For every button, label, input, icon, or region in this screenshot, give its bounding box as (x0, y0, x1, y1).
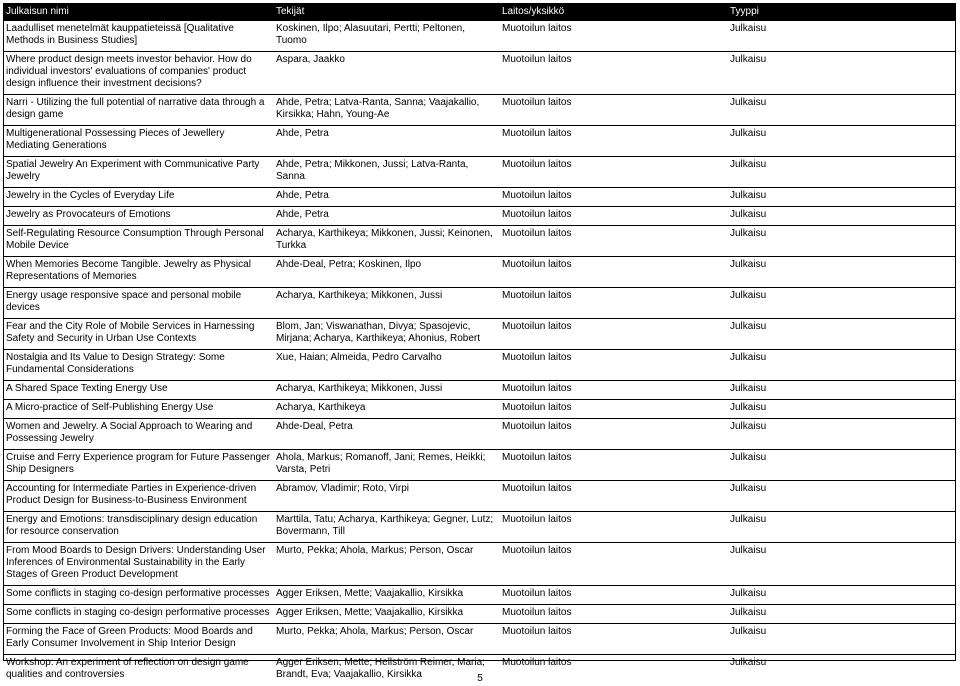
cell-department: Muotoilun laitos (499, 512, 727, 543)
cell-authors: Marttila, Tatu; Acharya, Karthikeya; Gegner, Lutz; Bovermann, Till (273, 512, 499, 543)
publication-table-frame (3, 3, 956, 680)
table-row (3, 157, 956, 188)
table-row (3, 586, 956, 605)
cell-title: Cruise and Ferry Experience program for Future Passenger Ship Designers (3, 450, 273, 481)
cell-authors: Acharya, Karthikeya; Mikkonen, Jussi; Keinonen, Turkka (273, 226, 499, 257)
cell-department: Muotoilun laitos (499, 450, 727, 481)
cell-type: Julkaisu (727, 157, 956, 188)
cell-type: Julkaisu (727, 512, 956, 543)
table-row (3, 381, 956, 400)
column-header-type: Tyyppi (727, 3, 956, 21)
cell-department: Muotoilun laitos (499, 481, 727, 512)
cell-authors: Murto, Pekka; Ahola, Markus; Person, Oscar (273, 624, 499, 655)
cell-type: Julkaisu (727, 350, 956, 381)
header-row (3, 3, 956, 21)
cell-department: Muotoilun laitos (499, 350, 727, 381)
cell-authors: Agger Eriksen, Mette; Hellström Reimer, Maria; Brandt, Eva; Vaajakallio, Kirsikka (273, 655, 499, 686)
cell-type: Julkaisu (727, 419, 956, 450)
table-row (3, 188, 956, 207)
cell-title: Narri - Utilizing the full potential of narrative data through a design game (3, 95, 273, 126)
cell-title: Accounting for Intermediate Parties in Experience-driven Product Design for Business-to-Business Environment (3, 481, 273, 512)
cell-title: Jewelry as Provocateurs of Emotions (3, 207, 273, 226)
cell-authors: Ahde, Petra; Mikkonen, Jussi; Latva-Ranta, Sanna (273, 157, 499, 188)
cell-type: Julkaisu (727, 450, 956, 481)
cell-authors: Xue, Haian; Almeida, Pedro Carvalho (273, 350, 499, 381)
cell-type: Julkaisu (727, 21, 956, 52)
cell-type: Julkaisu (727, 288, 956, 319)
cell-department: Muotoilun laitos (499, 543, 727, 586)
cell-department: Muotoilun laitos (499, 605, 727, 624)
cell-authors: Aspara, Jaakko (273, 52, 499, 95)
cell-department: Muotoilun laitos (499, 319, 727, 350)
cell-department: Muotoilun laitos (499, 21, 727, 52)
table-row (3, 207, 956, 226)
cell-department: Muotoilun laitos (499, 157, 727, 188)
cell-authors: Agger Eriksen, Mette; Vaajakallio, Kirsikka (273, 605, 499, 624)
cell-authors: Acharya, Karthikeya; Mikkonen, Jussi (273, 381, 499, 400)
cell-department: Muotoilun laitos (499, 207, 727, 226)
table-row (3, 95, 956, 126)
cell-authors: Acharya, Karthikeya (273, 400, 499, 419)
table-row (3, 288, 956, 319)
cell-authors: Abramov, Vladimir; Roto, Virpi (273, 481, 499, 512)
cell-type: Julkaisu (727, 543, 956, 586)
cell-title: A Shared Space Texting Energy Use (3, 381, 273, 400)
cell-type: Julkaisu (727, 605, 956, 624)
cell-title: Nostalgia and Its Value to Design Strategy: Some Fundamental Considerations (3, 350, 273, 381)
cell-authors: Agger Eriksen, Mette; Vaajakallio, Kirsikka (273, 586, 499, 605)
cell-authors: Ahde, Petra (273, 207, 499, 226)
cell-authors: Koskinen, Ilpo; Alasuutari, Pertti; Peltonen, Tuomo (273, 21, 499, 52)
table-row (3, 512, 956, 543)
table-row (3, 605, 956, 624)
cell-authors: Ahola, Markus; Romanoff, Jani; Remes, Heikki; Varsta, Petri (273, 450, 499, 481)
cell-authors: Ahde, Petra (273, 188, 499, 207)
cell-title: Where product design meets investor behavior. How do individual investors' evaluations of companies' product design influence their investment decisions? (3, 52, 273, 95)
cell-type: Julkaisu (727, 481, 956, 512)
cell-title: A Micro-practice of Self-Publishing Energy Use (3, 400, 273, 419)
cell-authors: Acharya, Karthikeya; Mikkonen, Jussi (273, 288, 499, 319)
column-header-title: Julkaisun nimi (3, 3, 273, 21)
cell-type: Julkaisu (727, 52, 956, 95)
cell-department: Muotoilun laitos (499, 188, 727, 207)
cell-department: Muotoilun laitos (499, 52, 727, 95)
table-row (3, 257, 956, 288)
cell-title: Some conflicts in staging co-design performative processes (3, 586, 273, 605)
cell-department: Muotoilun laitos (499, 655, 727, 686)
column-header-authors: Tekijät (273, 3, 499, 21)
cell-authors: Ahde-Deal, Petra; Koskinen, Ilpo (273, 257, 499, 288)
table-row (3, 350, 956, 381)
cell-department: Muotoilun laitos (499, 624, 727, 655)
cell-type: Julkaisu (727, 126, 956, 157)
cell-type: Julkaisu (727, 624, 956, 655)
cell-type: Julkaisu (727, 226, 956, 257)
cell-title: Energy usage responsive space and personal mobile devices (3, 288, 273, 319)
publication-table (3, 3, 956, 685)
cell-authors: Ahde-Deal, Petra (273, 419, 499, 450)
cell-department: Muotoilun laitos (499, 95, 727, 126)
table-row (3, 226, 956, 257)
cell-type: Julkaisu (727, 381, 956, 400)
cell-department: Muotoilun laitos (499, 381, 727, 400)
table-row (3, 126, 956, 157)
cell-title: Multigenerational Possessing Pieces of Jewellery Mediating Generations (3, 126, 273, 157)
cell-title: When Memories Become Tangible. Jewelry as Physical Representations of Memories (3, 257, 273, 288)
cell-department: Muotoilun laitos (499, 257, 727, 288)
cell-type: Julkaisu (727, 207, 956, 226)
page-number: 5 (477, 673, 483, 684)
table-row (3, 450, 956, 481)
table-row (3, 52, 956, 95)
cell-authors: Murto, Pekka; Ahola, Markus; Person, Oscar (273, 543, 499, 586)
cell-type: Julkaisu (727, 188, 956, 207)
table-row (3, 624, 956, 655)
cell-type: Julkaisu (727, 655, 956, 686)
cell-authors: Ahde, Petra; Latva-Ranta, Sanna; Vaajakallio, Kirsikka; Hahn, Young-Ae (273, 95, 499, 126)
cell-department: Muotoilun laitos (499, 586, 727, 605)
table-body (3, 21, 956, 686)
cell-department: Muotoilun laitos (499, 419, 727, 450)
table-row (3, 400, 956, 419)
table-header (3, 3, 956, 21)
cell-title: Spatial Jewelry An Experiment with Communicative Party Jewelry (3, 157, 273, 188)
cell-title: Some conflicts in staging co-design performative processes (3, 605, 273, 624)
cell-title: Self-Regulating Resource Consumption Through Personal Mobile Device (3, 226, 273, 257)
table-row (3, 543, 956, 586)
column-header-department: Laitos/yksikkö (499, 3, 727, 21)
cell-department: Muotoilun laitos (499, 226, 727, 257)
table-row (3, 481, 956, 512)
cell-title: Women and Jewelry. A Social Approach to Wearing and Possessing Jewelry (3, 419, 273, 450)
cell-title: Forming the Face of Green Products: Mood Boards and Early Consumer Involvement in Ship Interior Design (3, 624, 273, 655)
cell-type: Julkaisu (727, 95, 956, 126)
table-row (3, 419, 956, 450)
cell-title: Jewelry in the Cycles of Everyday Life (3, 188, 273, 207)
cell-type: Julkaisu (727, 586, 956, 605)
table-row (3, 319, 956, 350)
cell-title: Workshop: An experiment of reflection on design game qualities and controversies (3, 655, 273, 686)
cell-type: Julkaisu (727, 319, 956, 350)
cell-title: Laadulliset menetelmät kauppatieteissä [Qualitative Methods in Business Studies] (3, 21, 273, 52)
cell-authors: Blom, Jan; Viswanathan, Divya; Spasojevic, Mirjana; Acharya, Karthikeya; Ahonius, Robert (273, 319, 499, 350)
cell-department: Muotoilun laitos (499, 400, 727, 419)
cell-title: Fear and the City Role of Mobile Services in Harnessing Safety and Security in Urban Use Contexts (3, 319, 273, 350)
cell-title: From Mood Boards to Design Drivers: Understanding User Inferences of Environmental Sustainability in the Early Stages of Green Product Development (3, 543, 273, 586)
cell-type: Julkaisu (727, 400, 956, 419)
cell-type: Julkaisu (727, 257, 956, 288)
cell-title: Energy and Emotions: transdisciplinary design education for resource conservation (3, 512, 273, 543)
cell-department: Muotoilun laitos (499, 126, 727, 157)
table-row (3, 21, 956, 52)
cell-authors: Ahde, Petra (273, 126, 499, 157)
cell-department: Muotoilun laitos (499, 288, 727, 319)
